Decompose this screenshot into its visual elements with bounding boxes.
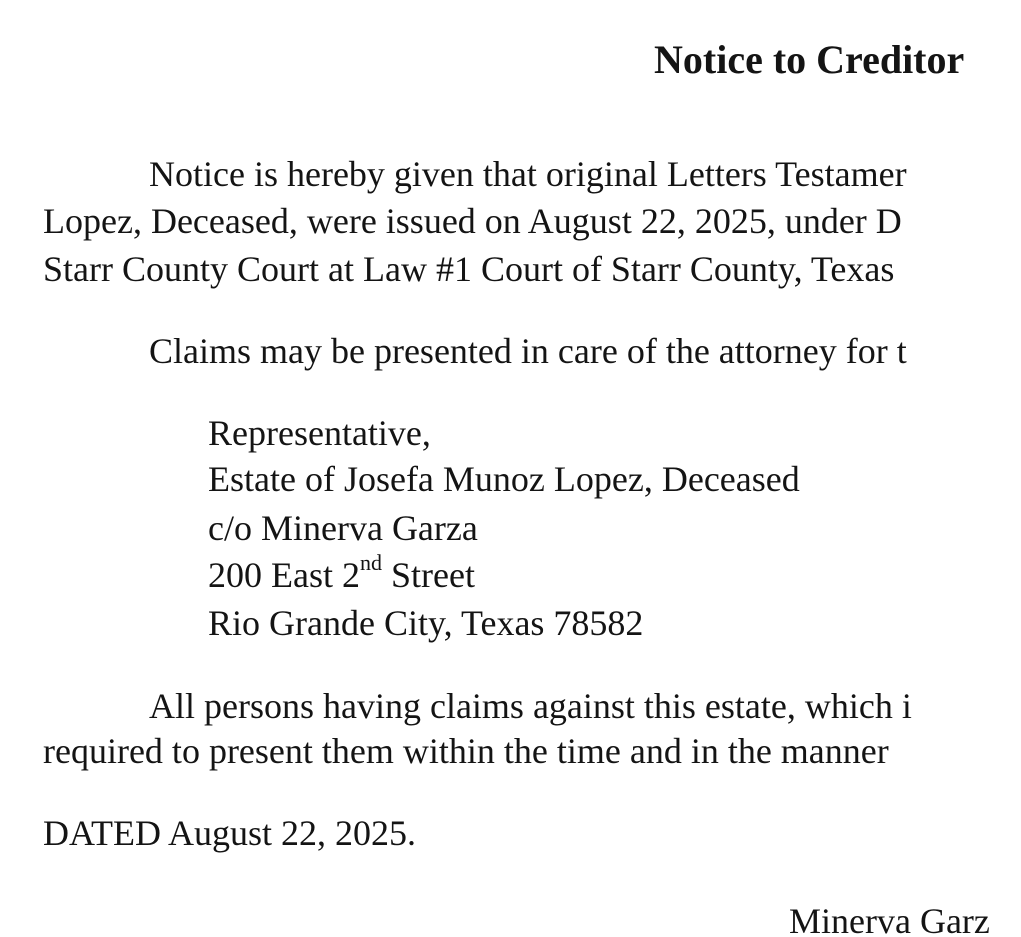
address-line-city: Rio Grande City, Texas 78582 — [208, 603, 644, 643]
address-line-representative: Representative, — [208, 413, 431, 453]
paragraph-claims-deadline-line-1: All persons having claims against this estate, which i — [149, 686, 912, 726]
street-name: Street — [381, 555, 475, 595]
paragraph-claims: Claims may be presented in care of the attorney for t — [149, 331, 907, 371]
signature-name: Minerva Garz — [789, 901, 990, 937]
paragraph-claims-deadline-line-2: required to present them within the time and in the manner — [43, 731, 889, 771]
paragraph-notice-line-3: Starr County Court at Law #1 Court of Starr County, Texas — [43, 249, 895, 289]
address-line-estate: Estate of Josefa Munoz Lopez, Deceased — [208, 459, 800, 499]
dated-line: DATED August 22, 2025. — [43, 813, 417, 853]
paragraph-notice-line-2: Lopez, Deceased, were issued on August 22, 2025, under D — [43, 201, 902, 241]
street-number: 200 East 2 — [208, 555, 360, 595]
address-line-street — [208, 550, 475, 595]
address-line-care-of: c/o Minerva Garza — [208, 508, 478, 548]
document-title: Notice to Creditor — [654, 37, 965, 82]
ordinal-superscript: nd — [359, 550, 382, 575]
paragraph-notice-line-1: Notice is hereby given that original Letters Testamer — [149, 154, 907, 194]
